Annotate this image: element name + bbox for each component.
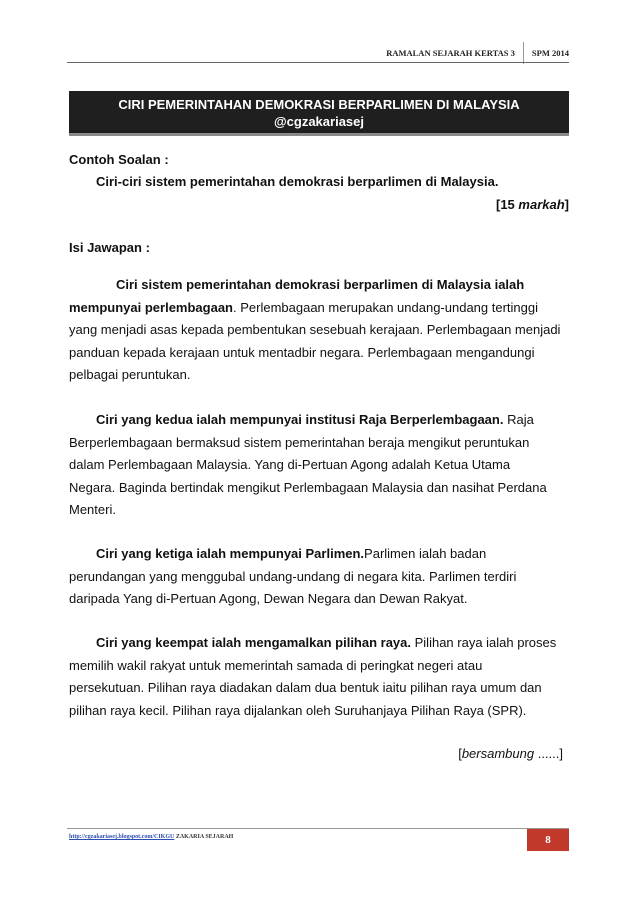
p2-line4: Negara. Baginda bertindak mengikut Perlembagaan Malaysia dan nasihat Perdana [69,479,547,495]
header-title: RAMALAN SEJARAH KERTAS 3 [386,48,515,58]
running-header [386,42,569,64]
answer-label: Isi Jawapan : [69,240,150,255]
question-label: Contoh Soalan : [69,152,169,167]
answer-paragraph-4 [69,632,569,722]
page-number-badge: 8 [527,829,569,851]
continued-word: bersambung [461,746,535,761]
p2-line2: Berperlembagaan bermaksud sistem pemerintahan beraja mengikut peruntukan [69,434,530,450]
marks-word: markah [518,197,565,212]
marks-close: ] [564,197,569,212]
p4-line1 [69,632,569,655]
p1-line2 [69,297,569,320]
p2-line1 [69,409,569,432]
question-text: Ciri-ciri sistem pemerintahan demokrasi berparlimen di Malaysia. [96,174,499,189]
p3-line2: perundangan yang menggubal undang-undang di negara kita. Parlimen terdiri [69,568,517,584]
title-banner [69,91,569,133]
banner-subtitle: @cgzakariasej [273,114,364,129]
p3-rest: Parlimen ialah badan [364,546,487,561]
p3-line1 [69,543,569,566]
p2-line3: dalam Perlembagaan Malaysia. Yang di-Pertuan Agong adalah Ketua Utama [69,457,511,472]
marks-open: [15 [496,197,519,212]
answer-paragraph-3 [69,543,569,611]
p3-lead: Ciri yang ketiga ialah mempunyai Parlimen. [96,546,365,561]
p4-line3: persekutuan. Pilihan raya diadakan dalam dua bentuk iaitu pilihan raya umum dan [69,680,542,695]
p4-rest: Pilihan raya ialah proses [411,635,557,650]
p1-line5: pelbagai peruntukan. [69,367,191,382]
continued-close: ......] [534,746,563,761]
header-rule [67,62,569,63]
footer-author: ZAKARIA SEJARAH [174,834,234,840]
p3-line3: daripada Yang di-Pertuan Agong, Dewan Negara dan Dewan Rakyat. [69,591,468,606]
header-divider [523,42,524,64]
banner-title: CIRI PEMERINTAHAN DEMOKRASI BERPARLIMEN DI MALAYSIA [118,97,520,112]
p4-line4: pilihan raya kecil. Pilihan raya dijalankan oleh Suruhanjaya Pilihan Raya (SPR). [69,702,527,718]
question-marks [69,194,569,217]
header-year: SPM 2014 [531,48,569,58]
p1-rest: . Perlembagaan merupakan undang-undang tertinggi [233,299,538,315]
p2-rest: Raja [503,412,534,427]
p4-line2: memilih wakil rakyat untuk memerintah samada di peringkat negeri atau [69,657,483,673]
p1-lead: mempunyai perlembagaan [69,299,233,315]
banner-underline [69,133,569,136]
footer-link[interactable]: http://cgzakariasej.blogspot.com/CIKGU [69,834,175,840]
p4-lead: Ciri yang keempat ialah mengamalkan pilihan raya. [96,635,412,650]
answer-paragraph-1 [69,274,569,387]
continued-note [69,743,569,766]
p1-line1: Ciri sistem pemerintahan demokrasi berparlimen di Malaysia ialah [116,277,525,292]
p2-line5: Menteri. [69,502,116,517]
p1-line3: yang menjadi asas kepada pembentukan sesebuah kerajaan. Perlembagaan menjadi [69,322,561,337]
footer-rule [67,828,569,829]
answer-paragraph-2 [69,409,569,522]
continued-open: [ [458,746,462,761]
footer-credit [69,834,233,840]
p1-line4: panduan kepada kerajaan untuk mentadbir negara. Perlembagaan mengandungi [69,344,535,360]
p2-lead: Ciri yang kedua ialah mempunyai institusi Raja Berperlembagaan. [96,412,504,427]
